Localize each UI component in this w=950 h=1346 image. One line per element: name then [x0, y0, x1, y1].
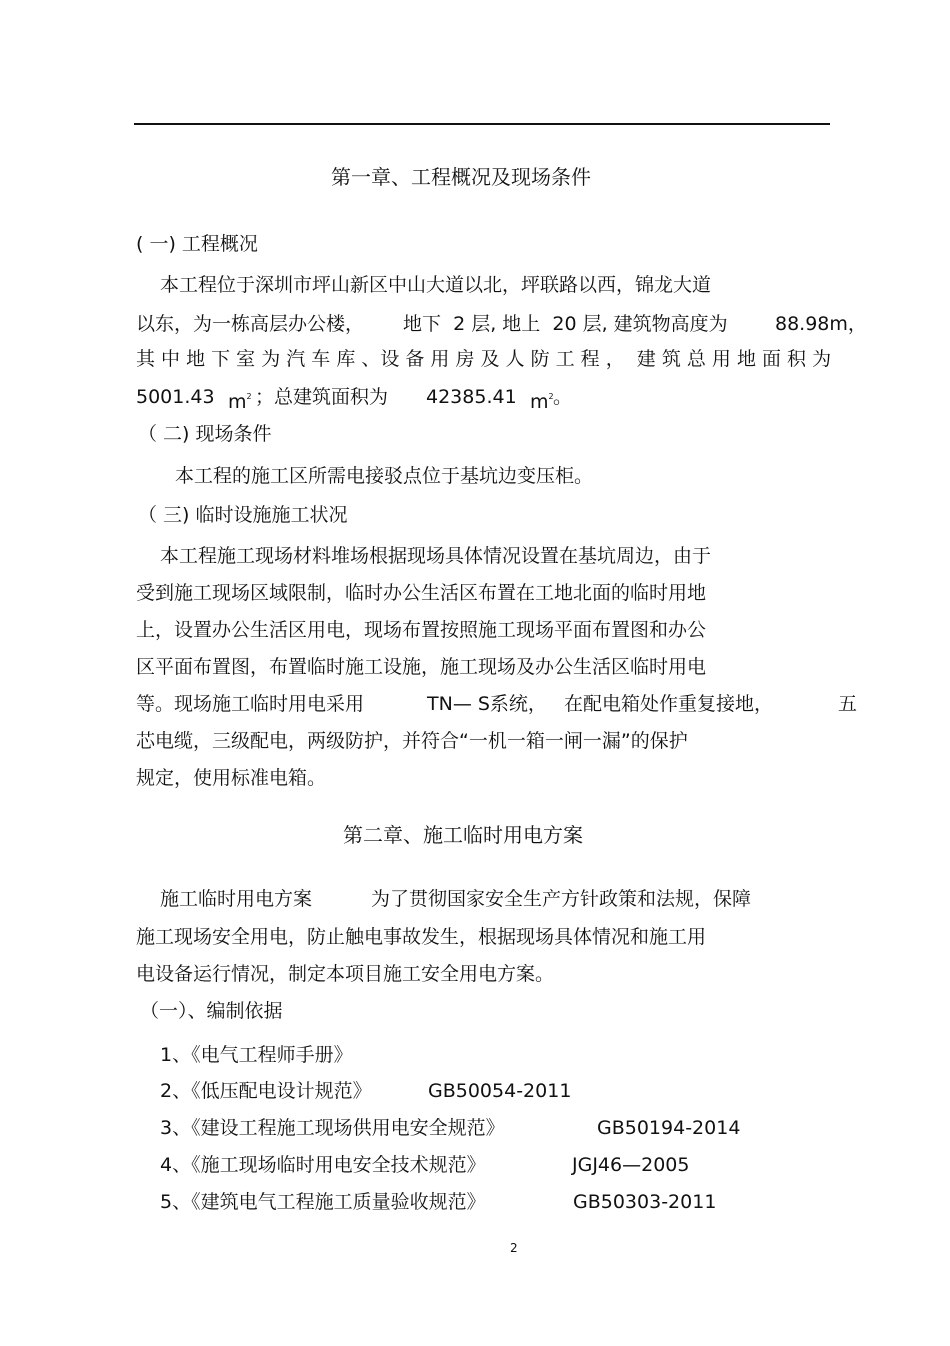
ref-1-name: 1、《电气工程师手册》: [160, 1044, 353, 1066]
sec1-area-end: 。: [553, 386, 573, 408]
sec3-line-3: 上，设置办公生活区用电，现场布置按照施工现场平面布置图和办公: [136, 619, 707, 641]
sec3-line-5c: 在配电箱处作重复接地，: [564, 693, 774, 715]
chapter2-title: 第二章、施工临时用电方案: [343, 823, 583, 847]
sec2-heading: （ 二) 现场条件: [138, 423, 272, 445]
sec1-line-2b: 地下 2 层, 地上 20 层, 建筑物高度为: [403, 313, 728, 335]
ch2-intro-1b: 为了贯彻国家安全生产方针政策和法规，保障: [371, 888, 752, 910]
ref-2-code: GB50054-2011: [428, 1080, 572, 1102]
ch2-intro-3: 电设备运行情况，制定本项目施工安全用电方案。: [136, 963, 555, 985]
sec3-line-4: 区平面布置图，布置临时施工设施，施工现场及办公生活区临时用电: [136, 656, 707, 678]
sec3-line-2: 受到施工现场区域限制，临时办公生活区布置在工地北面的临时用地: [136, 582, 707, 604]
ref-3-name: 3、《建设工程施工现场供用电安全规范》: [160, 1117, 505, 1139]
sec3-heading: （ 三) 临时设施施工状况: [138, 504, 348, 526]
sec3-line-7: 规定，使用标准电箱。: [136, 767, 327, 789]
ref-5-code: GB50303-2011: [573, 1191, 717, 1213]
sec3-line-1: 本工程施工现场材料堆场根据现场具体情况设置在基坑周边，由于: [160, 545, 712, 567]
ref-4-name: 4、《施工现场临时用电安全技术规范》: [160, 1154, 486, 1176]
sec1-area1-unit: $m^2$: [228, 391, 252, 413]
ref-5-name: 5、《建筑电气工程施工质量验收规范》: [160, 1191, 486, 1213]
ch2-intro-1a: 施工临时用电方案: [160, 888, 313, 910]
chapter1-title: 第一章、工程概况及现场条件: [331, 165, 591, 189]
sec1-area2-unit: $m^2$: [530, 391, 554, 413]
sec1-area2: 42385.41: [426, 386, 517, 408]
ref-3-code: GB50194-2014: [597, 1117, 741, 1139]
sec1-line-1: 本工程位于深圳市坪山新区中山大道以北，坪联路以西，锦龙大道: [160, 274, 712, 296]
sec2-text: 本工程的施工区所需电接驳点位于基坑边变压柜。: [175, 465, 594, 487]
sec3-line-6: 芯电缆，三级配电，两级防护，并符合“一机一箱一闸一漏”的保护: [136, 730, 688, 752]
sec1-area-mid: ；总建筑面积为: [255, 386, 389, 408]
sec3-line-5b: TN— S系统，: [427, 693, 547, 715]
sec3-line-5a: 等。现场施工临时用电采用: [136, 693, 365, 715]
sec1-line-2a: 以东，为一栋高层办公楼，: [136, 313, 365, 335]
ch2-intro-2: 施工现场安全用电，防止触电事故发生，根据现场具体情况和施工用: [136, 926, 707, 948]
header-rule: [134, 123, 830, 125]
basis-heading: （一）、编制依据: [140, 1000, 283, 1022]
page-number: 2: [510, 1241, 518, 1255]
sec1-heading: ( 一) 工程概况: [136, 233, 258, 255]
sec3-line-5d: 五: [838, 693, 858, 715]
sec1-line-3: 其 中 地 下 室 为 汽 车 库 、设 备 用 房 及 人 防 工 程 ， 建 筑 总 用 地 面 积 为: [136, 348, 832, 370]
sec1-area1: 5001.43: [136, 386, 215, 408]
ref-2-name: 2、《低压配电设计规范》: [160, 1080, 372, 1102]
sec1-line-2c: 88.98m，: [775, 313, 867, 335]
ref-4-code: JGJ46—2005: [572, 1154, 690, 1176]
